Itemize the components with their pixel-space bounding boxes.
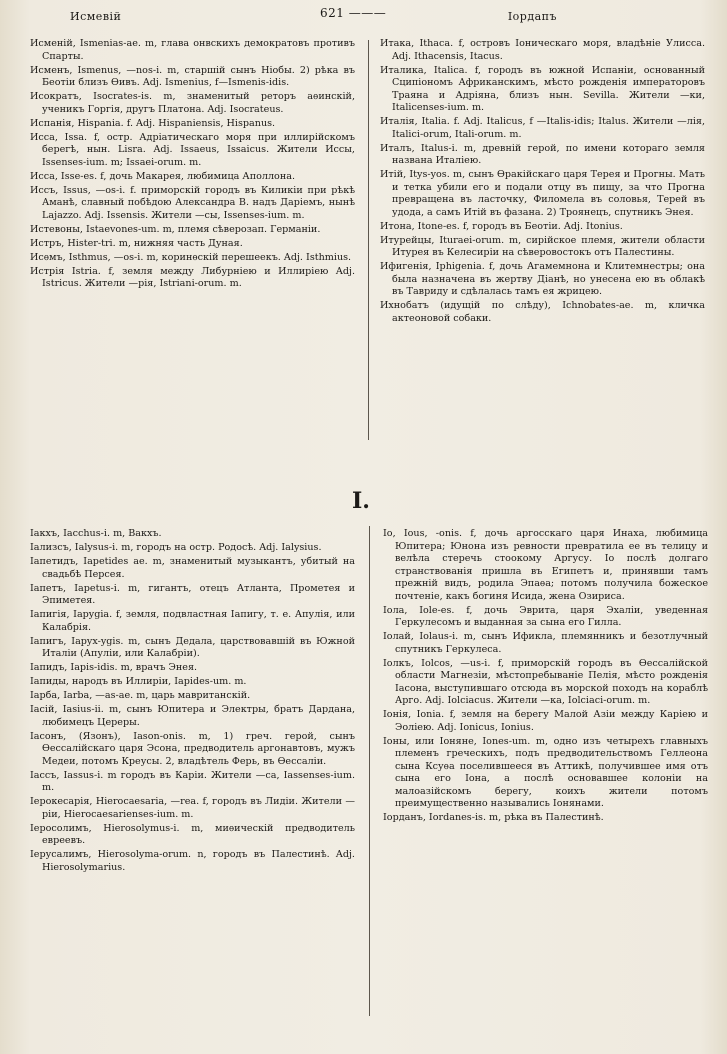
dictionary-entry: Іапигія, Iapygia. f, земля, подвластная Іапигу, т. е. Апулія, или Калабрія. [30, 609, 355, 633]
dictionary-entry: Италія, Italia. f. Adj. Italicus, f —Italis-idis; Italus. Жители —лія, Italici-orum, Itali-orum. m. [380, 116, 705, 140]
dictionary-entry: Іарба, Iarba, —as-ae. m, царь мавританскій. [30, 690, 251, 701]
dictionary-entry: Іасій, Iasius-ii. m, сынъ Юпитера и Электры, братъ Дардана, любимецъ Цереры. [30, 704, 355, 728]
dictionary-entry: Іапидъ, Iapis-idis. m, врачъ Энея. [30, 662, 198, 673]
dictionary-entry: Истрія Istria. f, земля между Либурніею и Иллиріею Adj. Istricus. Жители —рія, Istriani-orum. m. [30, 265, 355, 289]
dictionary-entry: Іонія, Ionia. f, земля на берегу Малой Азіи между Каріею и Эоліею. Adj. Ionicus, Ionius. [383, 709, 708, 733]
dictionary-entry: Исѳмъ, Isthmus, —os-i. m, коринѳскій перешеекъ. Adj. Isthmius. [30, 251, 352, 263]
dictionary-entry: Іасонъ, (Язонъ), Iason-onis. m, 1) греч. герой, сынъ Ѳессалійскаго царя Эсона, предводитель аргонавтовъ, мужъ Медеи, потомъ Креусы. 2, владѣтель Ферь, въ Ѳессаліи. [30, 730, 355, 767]
dictionary-entry: Іеросолимъ, Hierosolymus-i. m, миѳическій предводитель евреевъ. [30, 822, 355, 846]
dictionary-entry: Ихнобатъ (идущій по слѣду), Ichnobates-ae. m, кличка актеоновой собаки. [380, 300, 705, 324]
dictionary-entry: Іапиды, народъ въ Иллиріи, Iapides-um. m. [30, 676, 247, 687]
dictionary-entry: Іорданъ, Iordanes-is. m, рѣка въ Палестинѣ. [383, 812, 604, 823]
dictionary-entry: Истевоны, Istaevones-um. m, племя сѣверозап. Германіи. [30, 223, 321, 235]
dictionary-entry: Исса, Isse-es. f, дочь Макарея, любимица Аполлона. [30, 170, 295, 182]
dictionary-entry: Истръ, Hister-tri. m, нижняя часть Дуная. [30, 237, 243, 249]
dictionary-entry: Италика, Italica. f, городъ въ южной Испаніи, основанный Сципіономъ Африканскимъ, мѣсто рожденія императоровъ Траяна и Адріяна, близъ нын. Sevilla. Жители —ки, Italicenses-ium. m. [380, 64, 705, 113]
dictionary-entry: Италъ, Italus-i. m, древній герой, по имени котораго земля названа Италіею. [380, 142, 705, 166]
dictionary-entry: Исса, Issa. f, остр. Адріатическаго моря при иллирійскомъ берегѣ, нын. Lisra. Adj. Issaeus, Issaicus. Жители Иссы, Issenses-ium. m; Issaei-orum. m. [30, 131, 355, 168]
dictionary-entry: Іассъ, Iassus-i. m городъ въ Каріи. Жители —са, Iassenses-ium. m. [30, 769, 355, 793]
dictionary-entry: Испанія, Hispania. f. Adj. Hispaniensis, Hispanus. [30, 117, 276, 129]
column-bottom-right [383, 528, 708, 826]
dictionary-entry: Итона, Itone-es. f, городъ въ Беотіи. Adj. Itonius. [380, 220, 623, 232]
dictionary-entry: Іапетидъ, Iapetides ae. m, знаменитый музыкантъ, убитый на свадьбѣ Персея. [30, 556, 355, 580]
page-number: 621 ——— [320, 6, 387, 20]
column-top-right [380, 38, 705, 327]
section-letter-heading: I. [352, 488, 370, 514]
dictionary-entry: Іакхъ, Iacchus-i. m, Вакхъ. [30, 528, 162, 539]
dictionary-entry: Іапетъ, Iapetus-i. m, гигантъ, отецъ Атланта, Прометея и Эпиметея. [30, 582, 355, 606]
dictionary-entry: Исменій, Ismenias-ae. m, глава онвскихъ демократовъ противъ Спарты. [30, 38, 355, 62]
dictionary-entry: Ифигенія, Iphigenia. f, дочь Агамемнона и Клитемнестры; она была назначена въ жертву Діанѣ, но унесена ею въ облакѣ въ Тавриду и сдѣлалась тамъ ея жрицею. [380, 261, 705, 297]
dictionary-entry: Итака, Ithaca. f, островъ Іоническаго моря, владѣніе Улисса. Adj. Ithacensis, Itacus. [380, 38, 705, 62]
header-left-catchword: Исмевій [70, 10, 122, 23]
column-bottom-left [30, 528, 355, 876]
dictionary-entry: Іерусалимъ, Hierosolyma-orum. n, городъ въ Палестинѣ. Adj. Hierosolymarius. [30, 849, 355, 873]
header-right-catchword: Iордапъ [507, 10, 557, 23]
dictionary-entry: Іола, Iole-es. f, дочь Эврита, царя Эхаліи, уведенная Геркулесомъ и выданная за сына его Гилла. [383, 604, 708, 628]
dictionary-entry: Іализсъ, Ialysus-i. m, городъ на остр. Родосѣ. Adj. Ialysius. [30, 542, 322, 553]
dictionary-entry: Іерокесарія, Hierocaesaria, —rea. f, городъ въ Лидіи. Жители —ріи, Hierocaesarienses-ium. m. [30, 796, 355, 820]
dictionary-entry: Іоны, или Іоняне, Iones-um. m, одно изъ четырехъ главныхъ племенъ греческихъ, подъ предводительствомъ Геллеона сына Ксуѳа поселившееся въ Аттикѣ, получившее имя отъ сына его Іона, а послѣ основавшее колоніи на малоазійскомъ берегу, коихъ жители потомъ преимущественно назывались Іонянами. [383, 735, 708, 809]
column-divider-top [368, 40, 369, 440]
dictionary-entry: Итій, Itys-yos. m, сынъ Ѳракійскаго царя Терея и Прогны. Мать и тетка убили его и подали отцу въ пищу, за что Прогна превращена въ ласточку, Филомела въ соловья, Терей въ удода, а самъ Итій въ фазана. 2) Троянецъ, спутникъ Энея. [380, 169, 705, 218]
column-top-left [30, 38, 355, 292]
dictionary-entry: Іапигъ, Iapyx-ygis. m, сынъ Дедала, царствовавшій въ Южной Италіи (Апуліи, или Калабріи). [30, 635, 355, 659]
dictionary-entry: Иссъ, Issus, —os-i. f. приморскій городъ въ Киликіи при рѣкѣ Аманѣ, славный побѣдою Александра В. надъ Даріемъ, нынѣ Lajazzo. Adj. Issensis. Жители —сы, Issenses-ium. m. [30, 184, 355, 221]
dictionary-entry: Итурейцы, Ituraei-orum. m, сирійское племя, жители области Итурея въ Келесиріи на сѣверовостокъ отъ Палестины. [380, 234, 705, 258]
dictionary-entry: Іолкъ, Iolcos, —us-i. f, приморскій городъ въ Ѳессалійской области Магнезіи, мѣстопребываніе Пелія, мѣсто рожденія Іасона, выступившаго отсюда въ морской походъ на кораблѣ Арго. Adj. Iolciacus. Жители —ка, Iolciaci-orum. m. [383, 657, 708, 706]
page-header [30, 6, 707, 30]
dictionary-entry: Исократъ, Isocrates-is. m, знаменитый реторъ аѳинскій, ученикъ Горгія, другъ Платона. Adj. Isocrateus. [30, 91, 355, 115]
dictionary-entry: Іолай, Iolaus-i. m, сынъ Ификла, племянникъ и безотлучный спутникъ Геркулеса. [383, 631, 708, 655]
column-divider-bottom [369, 526, 370, 1016]
dictionary-entry: Іо, Ious, -onis. f, дочь аргосскаго царя Инаха, любимица Юпитера; Юнона изъ ревности превратила ее въ телицу и велѣла стеречь стоокому Аргусу. Іо послѣ долгаго странствованія пришла въ Египетъ и, принявши тамъ прежній видъ, родила Эпаѳа; потомъ получила божеское почтеніе, какъ богиня Исида, жена Озириса. [383, 528, 708, 602]
dictionary-entry: Исменъ, Ismenus, —nos-i. m, старшій сынъ Ніобы. 2) рѣка въ Беотіи близъ Ѳивъ. Adj. Ismenius, f—Ismenis-idis. [30, 64, 355, 88]
